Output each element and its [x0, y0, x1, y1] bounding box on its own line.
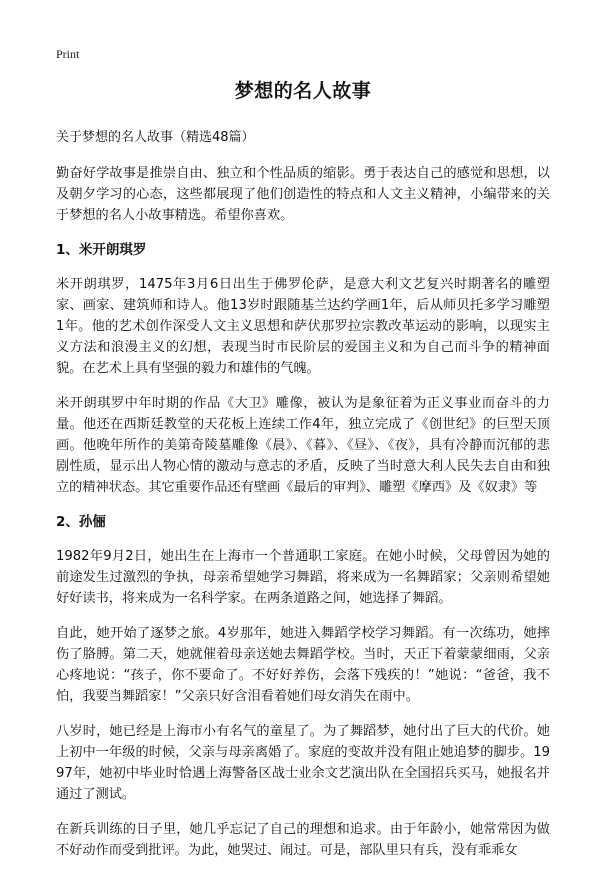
- document-title: 梦想的名人故事: [234, 80, 372, 102]
- paragraph: 在新兵训练的日子里，她几乎忘记了自己的理想和追求。由于年龄小，她常常因为做不好动作而受到批评。为此，她哭过、闹过。可是，部队里只有兵，没有乖乖女: [56, 822, 550, 858]
- paragraph: 1982年9月2日，她出生在上海市一个普通职工家庭。在她小时候，父母曾因为她的前途发生过激烈的争执，母亲希望她学习舞蹈，将来成为一名舞蹈家；父亲则希望她好好读书，将来成为一名科学家。在两条道路之间，她选择了舞蹈。: [56, 549, 550, 606]
- paragraph: 米开朗琪罗，1475年3月6日出生于佛罗伦萨，是意大利文艺复兴时期著名的雕塑家、画家、建筑师和诗人。他13岁时跟随基兰达约学画1年，后从师贝托多学习雕塑1年。他的艺术创作深受人文主义思想和萨伏那罗拉宗教改革运动的影响，以现实主义方法和浪漫主义的幻想，表现当时市民阶层的爱国主义和为自己而斗争的精神面貌。在艺术上具有坚强的毅力和雄伟的气魄。: [56, 277, 550, 376]
- paragraph: 八岁时，她已经是上海市小有名气的童星了。为了舞蹈梦，她付出了巨大的代价。她上初中一年级的时候，父亲与母亲离婚了。家庭的变故并没有阻止她追梦的脚步。1997年，她初中毕业时恰遇上海警备区战士业余文艺演出队在全国招兵买马，她报名并通过了测试。: [56, 724, 550, 802]
- print-link[interactable]: Print: [56, 47, 80, 61]
- document-subtitle: 关于梦想的名人故事（精选48篇）: [56, 130, 255, 145]
- document-body: [56, 78, 550, 875]
- section-heading-sun-li: 2、孙俪: [56, 514, 106, 530]
- paragraph: 自此，她开始了逐梦之旅。4岁那年，她进入舞蹈学校学习舞蹈。有一次练功，她摔伤了胳膊。第二天，她就催着母亲送她去舞蹈学校。当时，天正下着蒙蒙细雨，父亲心疼地说：“孩子，你不要命了。不好好养伤，会落下残疾的！”她说：“爸爸，我不怕，我要当舞蹈家！”父亲只好含泪看着她们母女消失在雨中。: [56, 626, 550, 704]
- section-heading-michelangelo: 1、米开朗琪罗: [56, 242, 147, 258]
- intro-paragraph: 勤奋好学故事是推崇自由、独立和个性品质的缩影。勇于表达自己的感觉和思想，以及朝夕学习的心态，这些都展现了他们创造性的特点和人文主义精神，小编带来的关于梦想的名人小故事精选。希望你喜欢。: [56, 166, 550, 223]
- paragraph: 米开朗琪罗中年时期的作品《大卫》雕像，被认为是象征着为正义事业而奋斗的力量。他还在西斯廷教堂的天花板上连续工作4年，独立完成了《创世纪》的巨型天顶画。他晚年所作的美第奇陵墓雕像《晨》、《暮》、《昼》、《夜》，具有冷静而沉郁的悲剧性质，显示出人物心情的激动与意志的矛盾，反映了当时意大利人民失去自由和独立的精神状态。其它重要作品还有壁画《最后的审判》、雕塑《摩西》及《奴隶》等: [56, 396, 550, 495]
